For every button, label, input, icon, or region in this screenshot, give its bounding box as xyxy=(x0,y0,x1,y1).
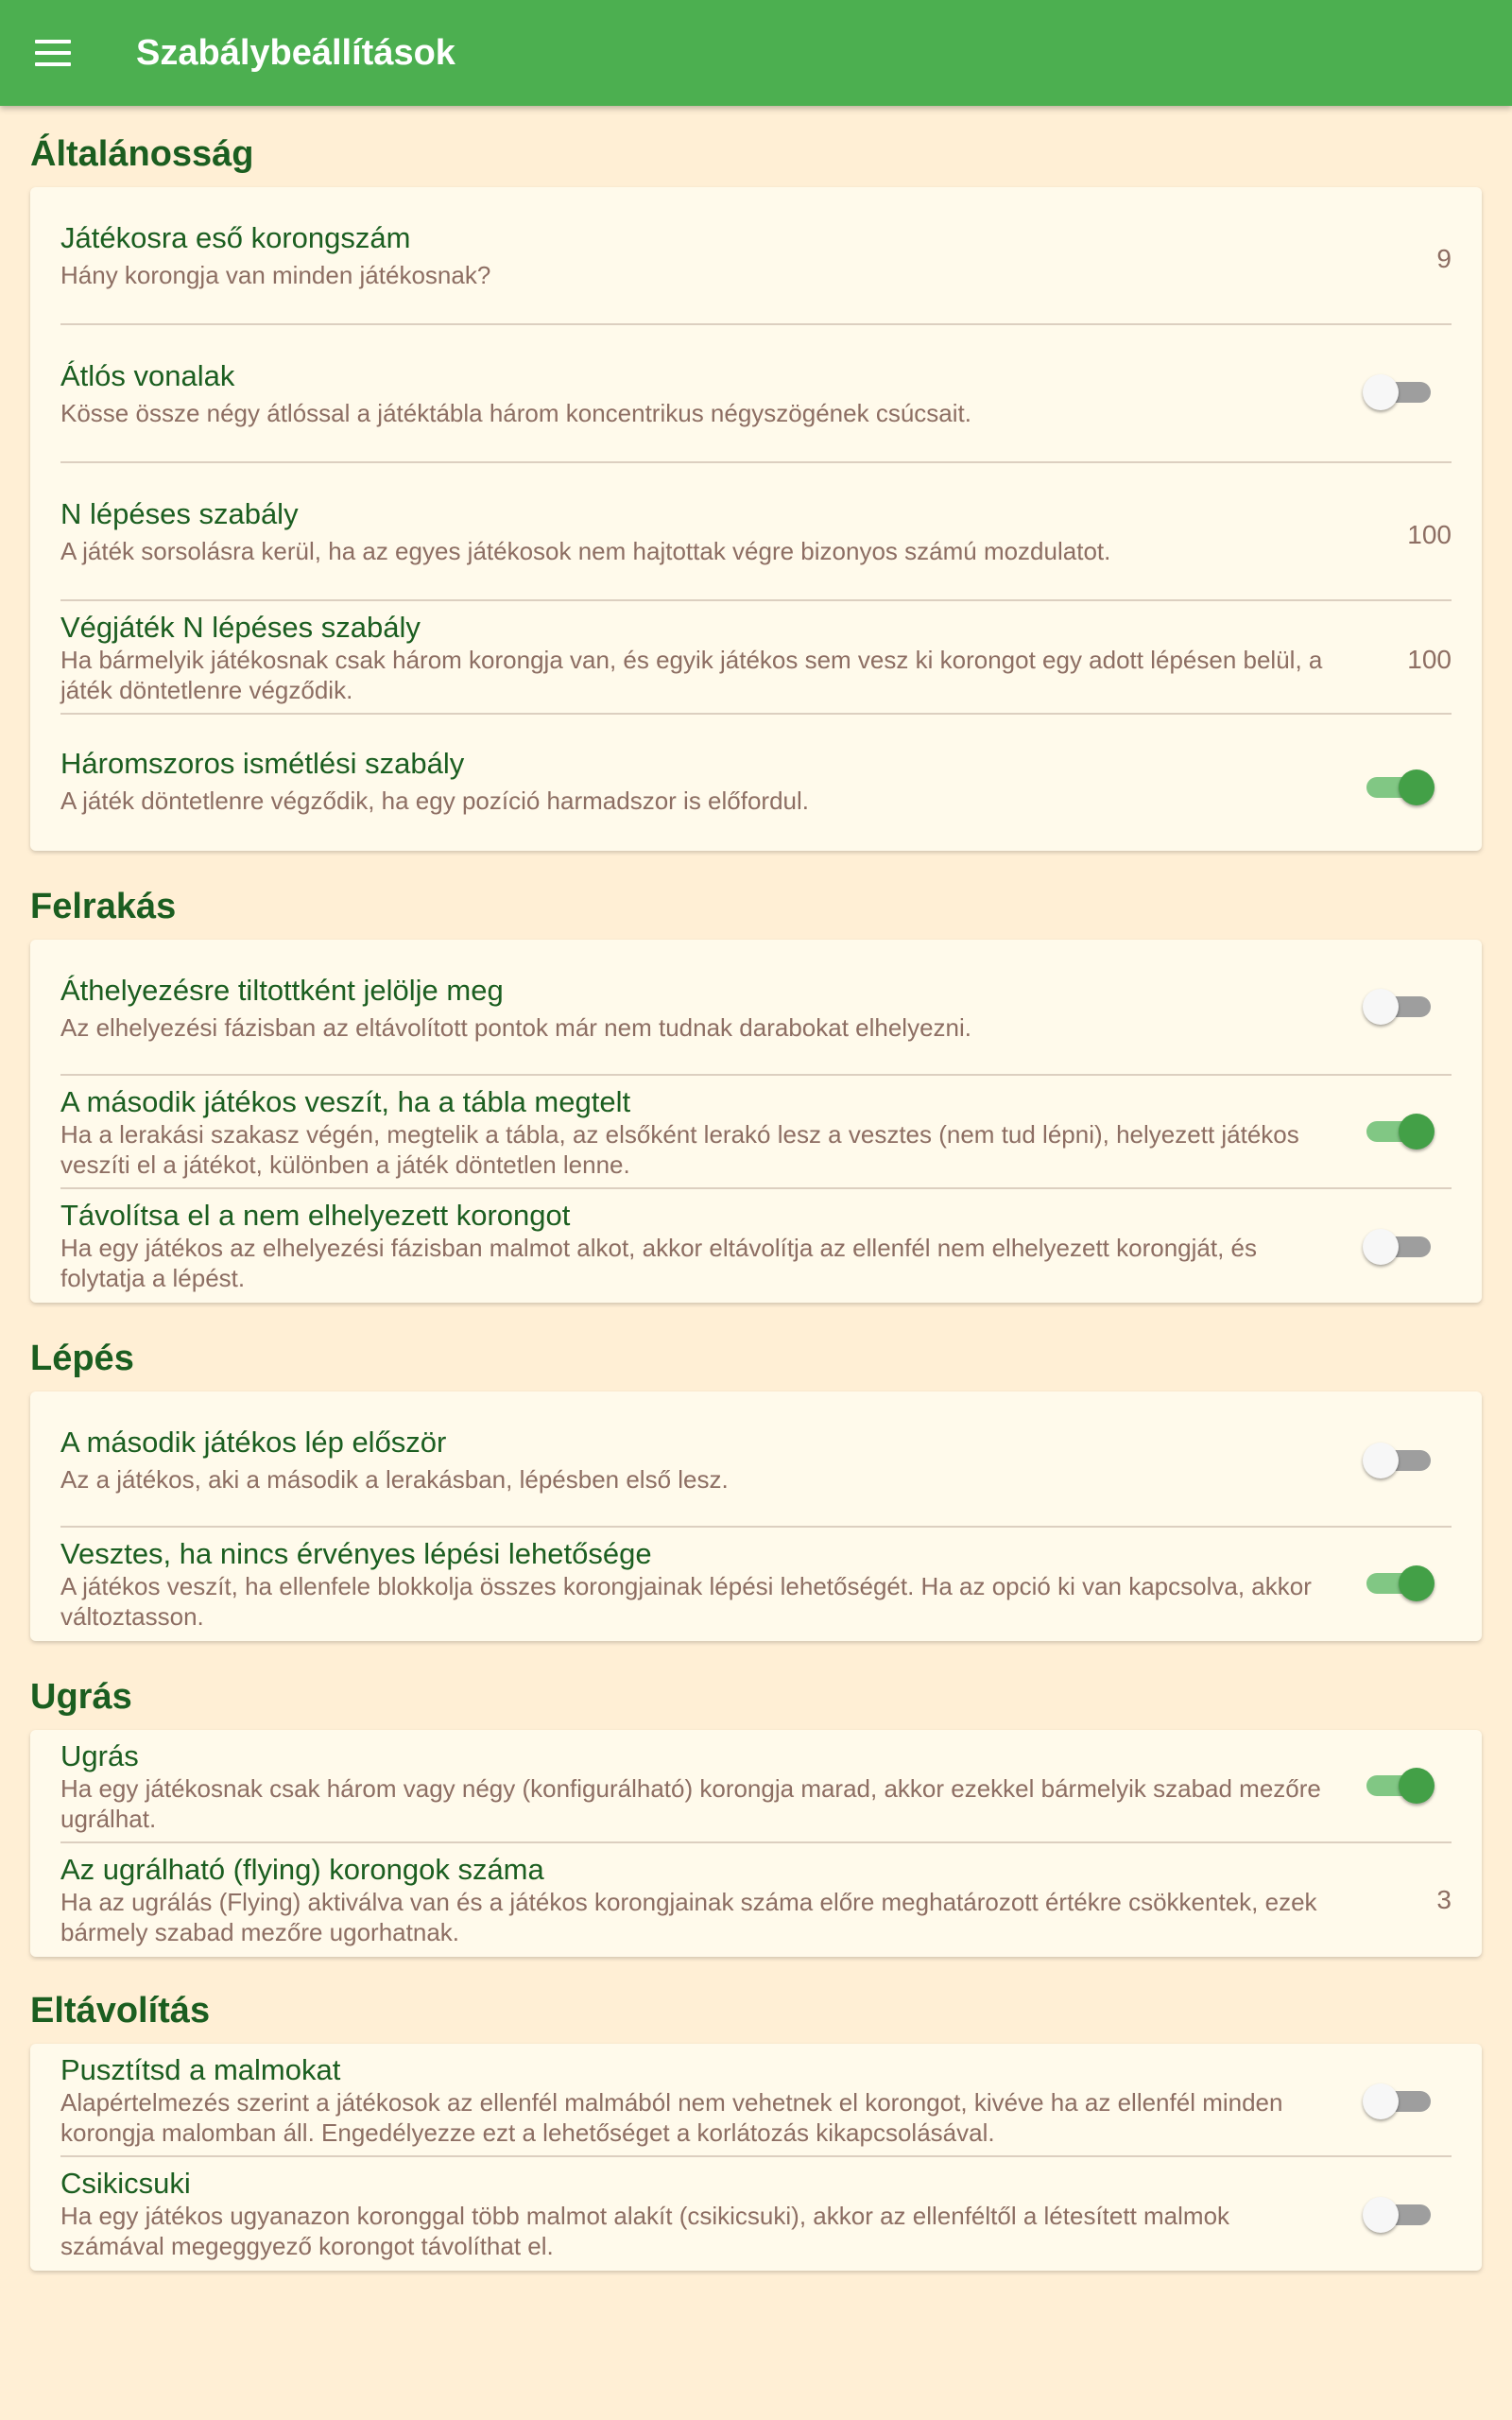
destroy-mills-toggle[interactable] xyxy=(1363,2076,1435,2125)
setting-title: Végjáték N lépéses szabály xyxy=(60,611,421,644)
hamburger-menu-icon[interactable] xyxy=(0,0,106,106)
page-title: Szabálybeállítások xyxy=(136,32,455,73)
setting-subtitle: Hány korongja van minden játékosnak? xyxy=(60,261,491,289)
setting-row-remove-unplaced[interactable] xyxy=(60,1189,1452,1303)
setting-subtitle: Ha egy játékos ugyanazon koronggal több malmot alakít (csikicsuki), akkor az ellenféltől a létesített malmok számával megeggyező korongot távolíthat el. xyxy=(60,2202,1230,2260)
settings-card-ugras xyxy=(30,1730,1482,1957)
setting-title: Csikicsuki xyxy=(60,2167,191,2200)
settings-card-altalanossag xyxy=(30,187,1482,851)
setting-row-endgame-n-move-rule[interactable] xyxy=(60,601,1452,715)
setting-row-n-move-rule[interactable] xyxy=(60,463,1452,601)
settings-card-eltavolitas xyxy=(30,2044,1482,2271)
csikicsuki-toggle[interactable] xyxy=(1363,2189,1435,2238)
setting-value: 9 xyxy=(1436,244,1452,273)
setting-title: Vesztes, ha nincs érvényes lépési lehetősége xyxy=(60,1537,652,1570)
setting-title: A második játékos veszít, ha a tábla megtelt xyxy=(60,1085,631,1118)
setting-title: Átlós vonalak xyxy=(60,359,235,392)
remove-unplaced-toggle[interactable] xyxy=(1363,1221,1435,1270)
mark-disabled-toggle[interactable] xyxy=(1363,981,1435,1030)
app-bar xyxy=(0,0,1512,106)
setting-row-flying-piece-count[interactable] xyxy=(60,1843,1452,1957)
section-title-ugras: Ugrás xyxy=(30,1677,132,1717)
setting-row-second-player-moves-first[interactable] xyxy=(60,1392,1452,1528)
setting-value: 100 xyxy=(1407,645,1452,674)
setting-subtitle: Ha a lerakási szakasz végén, megtelik a tábla, az elsőként lerakó lesz a vesztes (nem tud lépni), helyezett játékos veszíti el a játékot, különben a játék döntetlen lenne. xyxy=(60,1120,1299,1179)
section-title-felrakas: Felrakás xyxy=(30,887,177,926)
setting-subtitle: Kösse össze négy átlóssal a játéktábla három koncentrikus négyszögének csúcsait. xyxy=(60,399,971,427)
section-title-eltavolitas: Eltávolítás xyxy=(30,1991,211,2031)
lose-no-legal-moves-toggle[interactable] xyxy=(1363,1558,1435,1607)
flying-toggle[interactable] xyxy=(1363,1760,1435,1809)
setting-subtitle: Alapértelmezés szerint a játékosok az ellenfél malmából nem vehetnek el korongot, kivéve ha az ellenfél minden korongja malomban áll. Engedélyezze ezt a lehetőséget a korlátozás kikapcsolásával. xyxy=(60,2088,1283,2147)
setting-title: A második játékos lép először xyxy=(60,1426,447,1459)
setting-subtitle: A játékos veszít, ha ellenfele blokkolja összes korongjainak lépési lehetőségét. Ha az opció ki van kapcsolva, akkor változtasson. xyxy=(60,1572,1312,1631)
settings-card-lepes xyxy=(30,1392,1482,1641)
setting-row-csikicsuki[interactable] xyxy=(60,2157,1452,2271)
setting-subtitle: A játék döntetlenre végződik, ha egy pozíció harmadszor is előfordul. xyxy=(60,786,810,815)
threefold-repetition-toggle[interactable] xyxy=(1363,762,1435,811)
setting-title: Az ugrálható (flying) korongok száma xyxy=(60,1853,544,1886)
setting-subtitle: Ha egy játékosnak csak három vagy négy (konfigurálható) korongja marad, akkor ezekkel bármelyik szabad mezőre ugrálhat. xyxy=(60,1774,1321,1833)
setting-title: Áthelyezésre tiltottként jelölje meg xyxy=(60,974,504,1007)
setting-subtitle: Az elhelyezési fázisban az eltávolított pontok már nem tudnak darabokat elhelyezni. xyxy=(60,1013,971,1042)
setting-value: 100 xyxy=(1407,520,1452,549)
setting-row-piece-count[interactable] xyxy=(60,187,1452,325)
section-title-lepes: Lépés xyxy=(30,1339,134,1378)
setting-row-mark-disabled[interactable] xyxy=(60,940,1452,1076)
second-player-loses-toggle[interactable] xyxy=(1363,1106,1435,1155)
setting-row-second-player-loses[interactable] xyxy=(60,1076,1452,1189)
setting-row-threefold-repetition[interactable] xyxy=(60,715,1452,851)
setting-title: Távolítsa el a nem elhelyezett korongot xyxy=(60,1199,571,1232)
setting-subtitle: Ha bármelyik játékosnak csak három korongja van, és egyik játékos sem vesz ki korongot egy adott lépésen belül, a játék döntetlenre végződik. xyxy=(60,646,1323,704)
setting-row-diagonal-lines[interactable] xyxy=(60,325,1452,463)
setting-value: 3 xyxy=(1436,1885,1452,1914)
setting-row-flying[interactable] xyxy=(60,1730,1452,1843)
setting-row-destroy-mills[interactable] xyxy=(60,2044,1452,2157)
setting-subtitle: A játék sorsolásra kerül, ha az egyes játékosok nem hajtottak végre bizonyos számú mozdulatot. xyxy=(60,537,1111,565)
setting-title: Ugrás xyxy=(60,1739,139,1772)
setting-subtitle: Az a játékos, aki a második a lerakásban, lépésben első lesz. xyxy=(60,1465,729,1494)
settings-card-felrakas xyxy=(30,940,1482,1303)
section-title-altalanossag: Általánosság xyxy=(30,134,254,174)
second-player-moves-first-toggle[interactable] xyxy=(1363,1435,1435,1484)
setting-subtitle: Ha az ugrálás (Flying) aktiválva van és a játékos korongjainak száma előre meghatározott értékre csökkentek, ezek bármely szabad mezőre ugorhatnak. xyxy=(60,1888,1317,1946)
setting-title: Háromszoros ismétlési szabály xyxy=(60,747,465,780)
setting-title: Játékosra eső korongszám xyxy=(60,221,411,254)
setting-title: N lépéses szabály xyxy=(60,497,299,530)
setting-subtitle: Ha egy játékos az elhelyezési fázisban malmot alkot, akkor eltávolítja az ellenfél nem elhelyezett korongját, és folytatja a lépést. xyxy=(60,1234,1257,1292)
diagonal-lines-toggle[interactable] xyxy=(1363,367,1435,416)
setting-row-lose-no-legal-moves[interactable] xyxy=(60,1528,1452,1641)
setting-title: Pusztítsd a malmokat xyxy=(60,2053,341,2086)
